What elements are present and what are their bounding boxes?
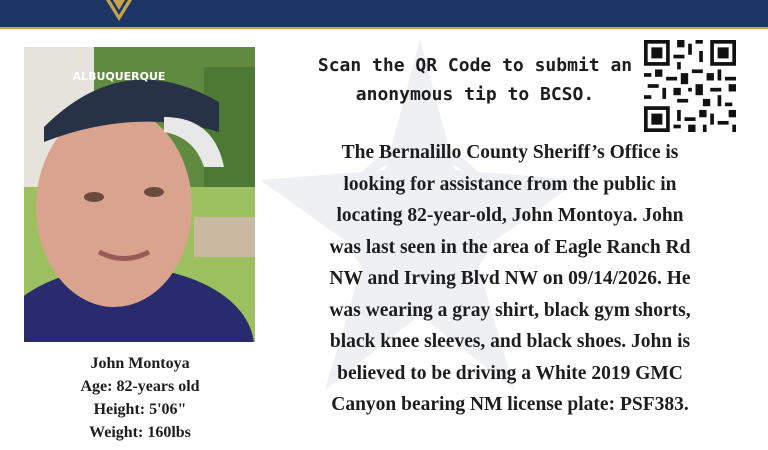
missing-person-notice [282, 137, 738, 421]
notice-line: was wearing a gray shirt, black gym shorts, [329, 299, 691, 321]
person-height: Height: 5'06" [93, 401, 187, 418]
qr-code-icon[interactable] [644, 40, 736, 132]
person-name: John Montoya [90, 355, 190, 372]
sheriff-badge-icon [104, 0, 134, 22]
notice-line: looking for assistance from the public in [343, 173, 677, 195]
qr-instruction [300, 51, 650, 109]
person-age: Age: 82-years old [80, 378, 200, 395]
person-weight: Weight: 160lbs [89, 424, 191, 441]
cap-lettering: ALBUQUERQUE [72, 70, 166, 83]
missing-person-photo [24, 47, 255, 342]
qr-instruction-line-2: anonymous tip to BCSO. [355, 84, 595, 105]
notice-line: Canyon bearing NM license plate: PSF383. [331, 394, 689, 415]
person-photo-image [24, 47, 255, 342]
header-accent-rule [0, 27, 768, 29]
notice-line: believed to be driving a White 2019 GMC [337, 362, 683, 384]
qr-instruction-line-1: Scan the QR Code to submit an [317, 55, 633, 76]
header-bar [0, 0, 768, 27]
notice-line: The Bernalillo County Sheriff’s Office is [341, 142, 679, 163]
notice-line: NW and Irving Blvd NW on 09/14/2026. He [329, 268, 691, 289]
notice-line: locating 82-year-old, John Montoya. John [336, 205, 684, 226]
notice-line: was last seen in the area of Eagle Ranch Rd [329, 236, 691, 258]
notice-line: black knee sleeves, and black shoes. John is [329, 331, 691, 352]
person-details [40, 352, 240, 444]
